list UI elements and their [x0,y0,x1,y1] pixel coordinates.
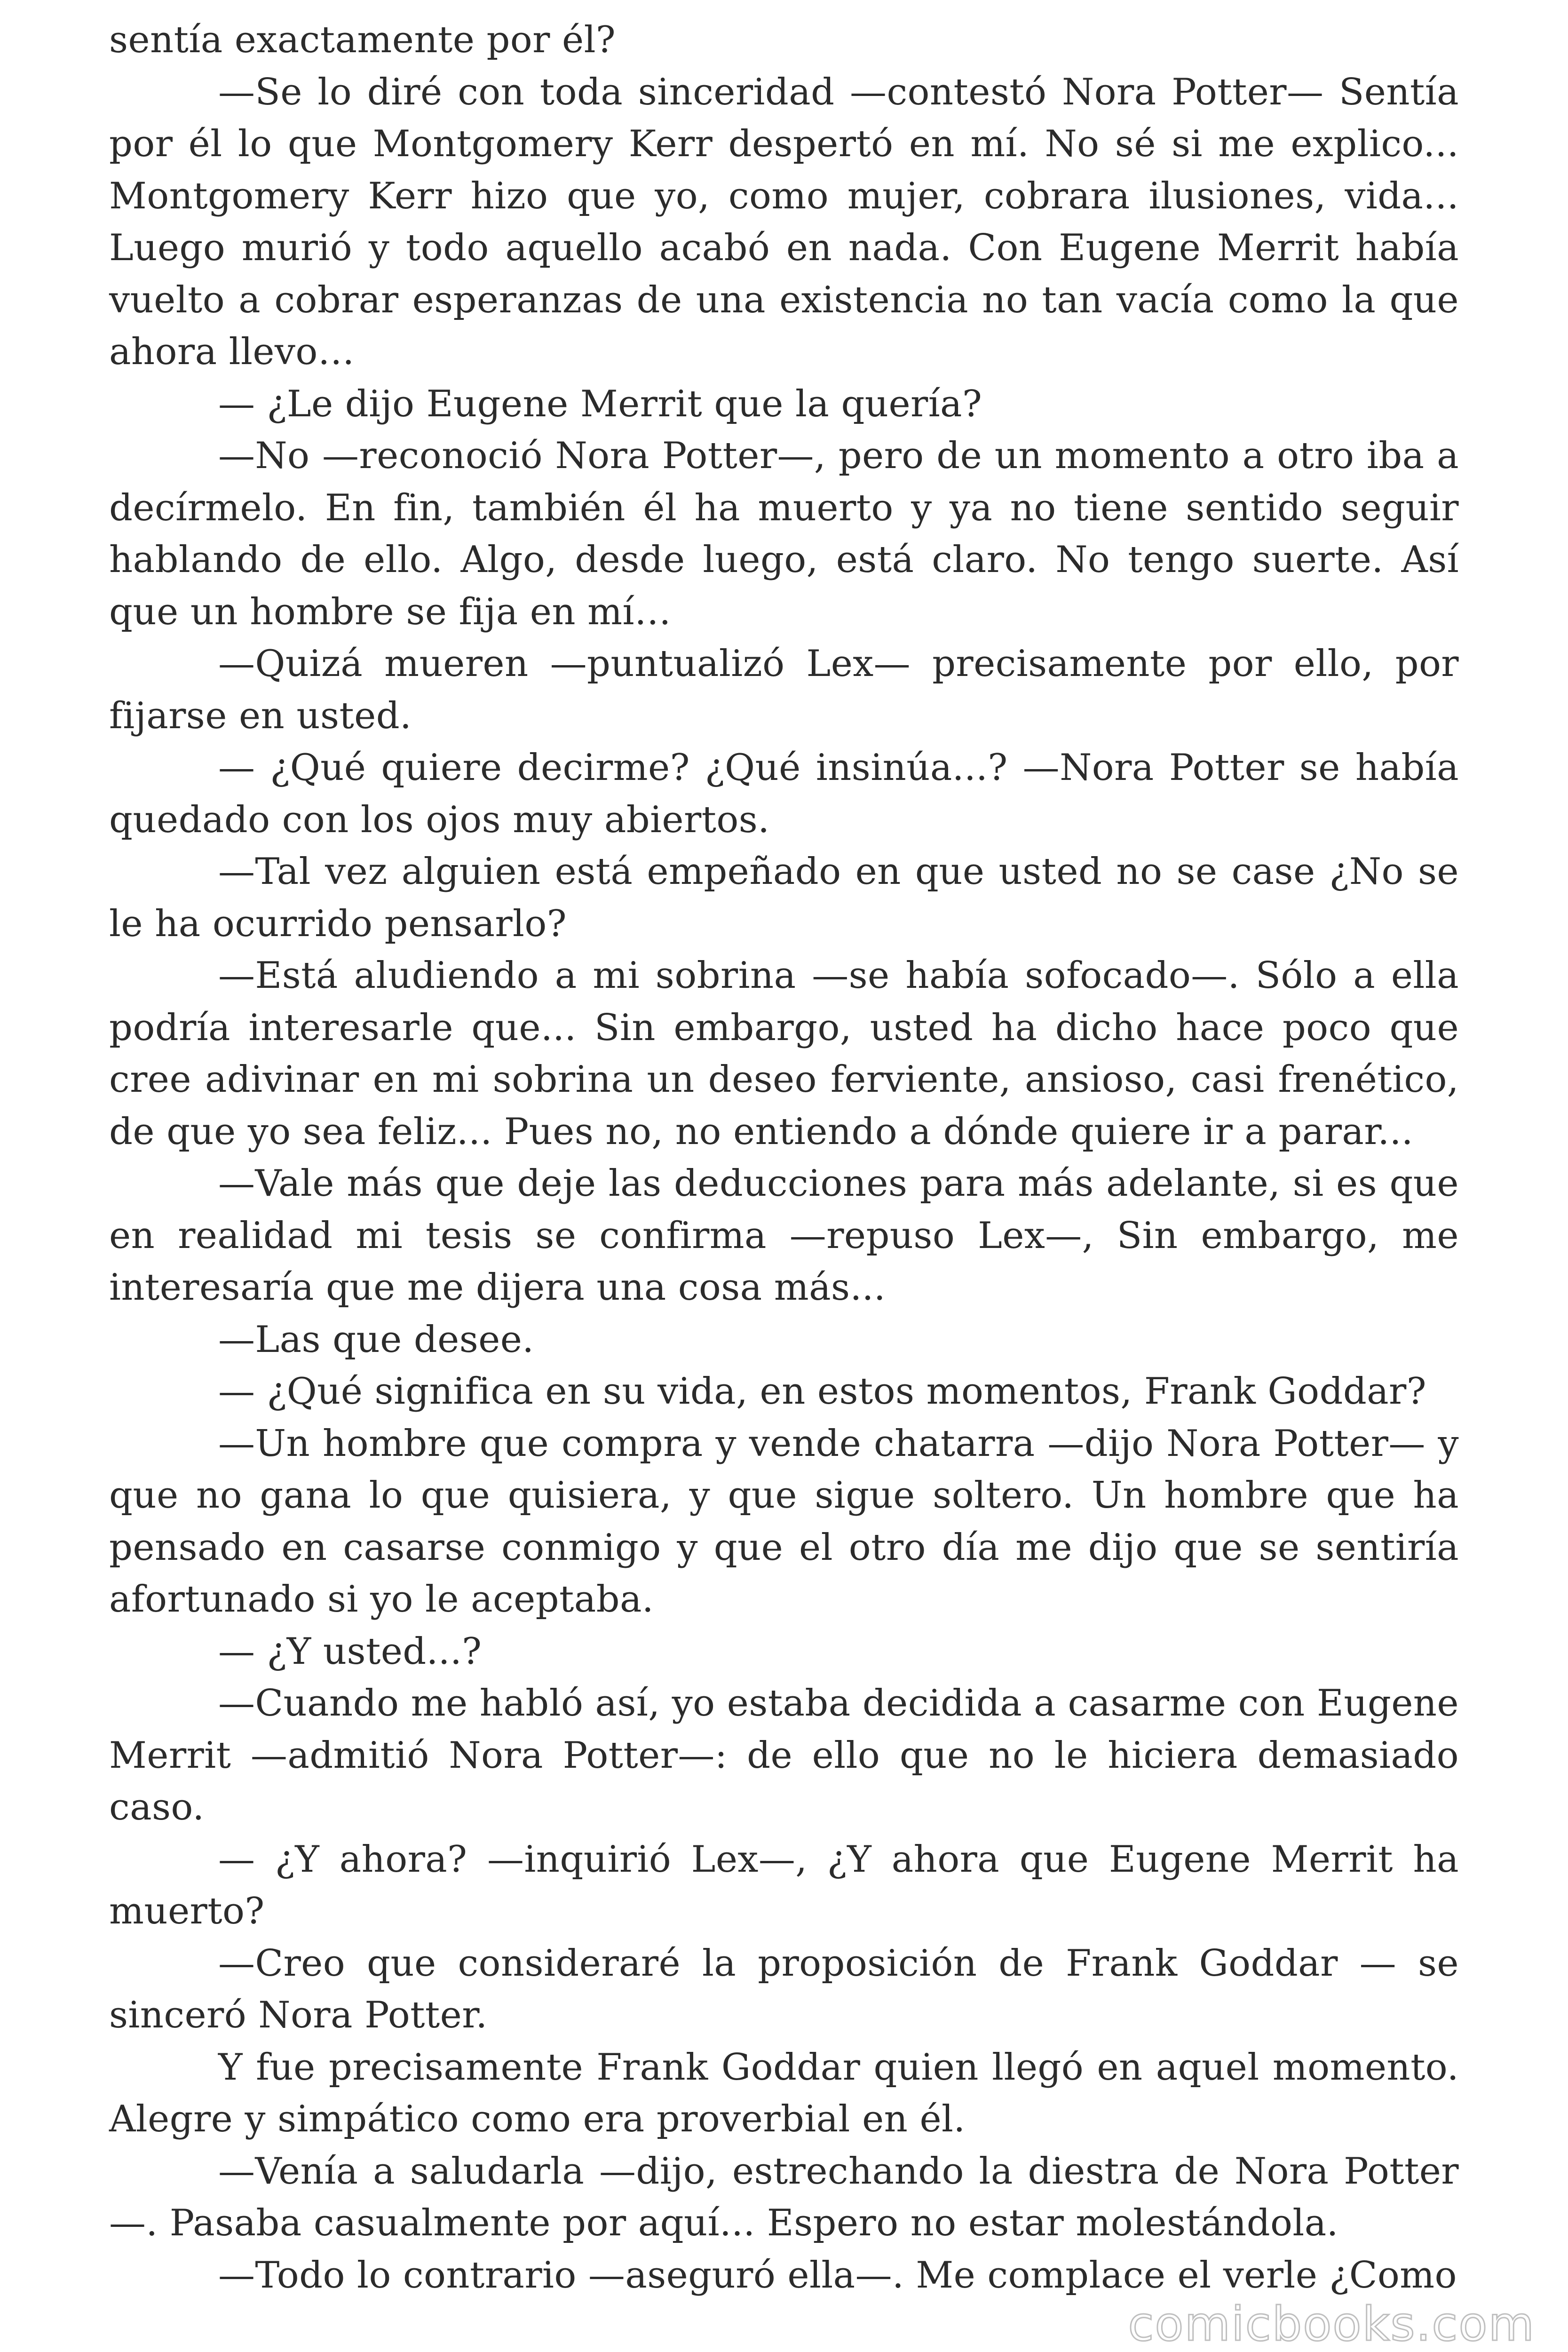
paragraph: —Creo que consideraré la proposición de Frank Goddar — se sinceró Nora Potter. [109,1942,1459,2036]
paragraph: —Venía a saludarla —dijo, estrechando la diestra de Nora Potter —. Pasaba casualmente por aquí... Espero no estar molestándola. [109,2150,1459,2244]
paragraph: sentía exactamente por él? [109,19,616,61]
paragraph: —Las que desee. [218,1318,534,1361]
paragraph: — ¿Y usted...? [218,1630,482,1673]
paragraph: —Está aludiendo a mi sobrina —se había sofocado—. Sólo a ella podría interesarle que... Sin embargo, usted ha dicho hace poco que cree adivinar en mi sobrina un deseo ferviente, ansioso, casi frenético, de que yo sea feliz... Pues no, no entiendo a dónde quiere ir a parar... [109,954,1459,1153]
paragraph: —Quizá mueren —puntualizó Lex— precisamente por ello, por fijarse en usted. [109,643,1459,737]
paragraph: —Cuando me habló así, yo estaba decidida a casarme con Eugene Merrit —admitió Nora Potter—: de ello que no le hiciera demasiado caso. [109,1682,1459,1828]
paragraph: — ¿Y ahora? —inquirió Lex—, ¿Y ahora que Eugene Merrit ha muerto? [109,1838,1459,1932]
paragraph: —Se lo diré con toda sinceridad —contestó Nora Potter— Sentía por él lo que Montgomery Kerr despertó en mí. No sé si me explico... Montgomery Kerr hizo que yo, como mujer, cobrara ilusiones, vida... Luego murió y todo aquello acabó en nada. Con Eugene Merrit había vuelto a cobrar esperanzas de una existencia no tan vacía como la que ahora llevo… [109,71,1459,373]
paragraph: — ¿Qué quiere decirme? ¿Qué insinúa...? —Nora Potter se había quedado con los ojos muy abiertos. [109,747,1459,841]
paragraph: —No —reconoció Nora Potter—, pero de un momento a otro iba a decírmelo. En fin, también él ha muerto y ya no tiene sentido seguir hablando de ello. Algo, desde luego, está claro. No tengo suerte. Así que un hombre se fija en mí… [109,435,1459,633]
paragraph: —Tal vez alguien está empeñado en que usted no se case ¿No se le ha ocurrido pensarlo? [109,850,1459,945]
paragraph: —Todo lo contrario —aseguró ella—. Me complace el verle ¿Como [218,2254,1457,2296]
paragraph: — ¿Le dijo Eugene Merrit que la quería? [218,382,982,425]
page-text [109,14,1459,2301]
paragraph: Y fue precisamente Frank Goddar quien llegó en aquel momento. Alegre y simpático como era proverbial en él. [109,2046,1459,2140]
paragraph: —Vale más que deje las deducciones para más adelante, si es que en realidad mi tesis se confirma —repuso Lex—, Sin embargo, me interesaría que me dijera una cosa más... [109,1162,1459,1309]
paragraph: — ¿Qué significa en su vida, en estos momentos, Frank Goddar? [218,1370,1426,1413]
paragraph: —Un hombre que compra y vende chatarra —dijo Nora Potter— y que no gana lo que quisiera, y que sigue soltero. Un hombre que ha pensado en casarse conmigo y que el otro día me dijo que se sentiría afortunado si yo le aceptaba. [109,1422,1459,1621]
watermark: comicbooks.com [1128,2296,1535,2352]
